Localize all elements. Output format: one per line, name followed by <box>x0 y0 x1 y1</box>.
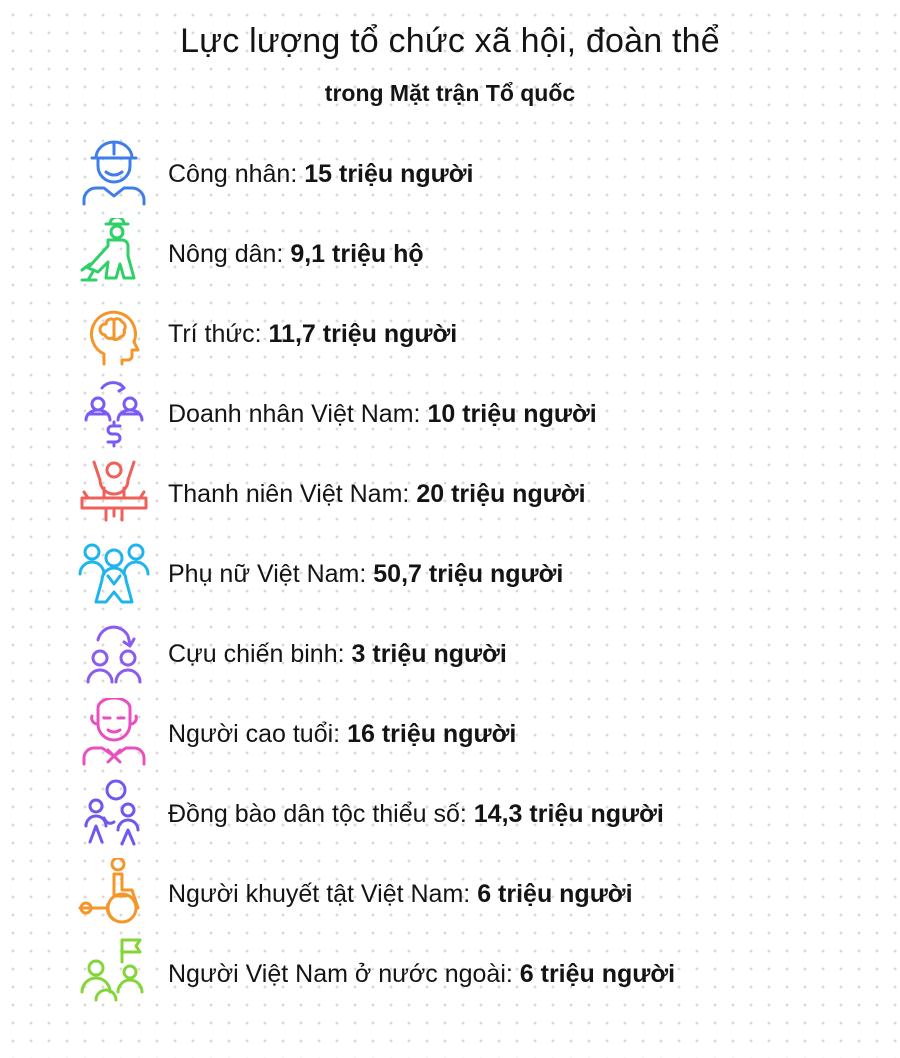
business-exchange-icon <box>78 378 150 450</box>
item-label: Công nhân: 15 triệu người <box>168 160 474 188</box>
ethnic-community-icon <box>78 778 150 850</box>
list-item-cong-nhan <box>78 138 878 210</box>
list-item-nguoi-viet-nuoc-ngoai <box>78 938 878 1010</box>
women-group-icon <box>78 538 150 610</box>
list-item-dong-bao-dan-toc <box>78 778 878 850</box>
list-item-doanh-nhan <box>78 378 878 450</box>
item-label: Người khuyết tật Việt Nam: 6 triệu người <box>168 880 633 908</box>
item-label: Cựu chiến binh: 3 triệu người <box>168 640 507 668</box>
brain-head-icon <box>78 298 150 370</box>
list-item-tri-thuc <box>78 298 878 370</box>
veterans-icon <box>78 618 150 690</box>
page-subtitle: trong Mặt trận Tổ quốc <box>324 80 576 106</box>
item-label: Người Việt Nam ở nước ngoài: 6 triệu người <box>168 960 676 988</box>
item-label: Thanh niên Việt Nam: 20 triệu người <box>168 480 586 508</box>
worker-icon <box>78 138 150 210</box>
farmer-icon <box>78 218 150 290</box>
item-label: Trí thức: 11,7 triệu người <box>168 320 458 348</box>
item-label: Doanh nhân Việt Nam: 10 triệu người <box>168 400 597 428</box>
item-label: Phụ nữ Việt Nam: 50,7 triệu người <box>168 560 564 588</box>
list-item-nong-dan <box>78 218 878 290</box>
page-title: Lực lượng tổ chức xã hội, đoàn thể <box>180 22 720 60</box>
item-label: Đồng bào dân tộc thiểu số: 14,3 triệu người <box>168 800 664 828</box>
youth-winner-icon <box>78 458 150 530</box>
overseas-people-flag-icon <box>78 938 150 1010</box>
wheelchair-icon <box>78 858 150 930</box>
list-item-nguoi-khuyet-tat <box>78 858 878 930</box>
list-item-thanh-nien <box>78 458 878 530</box>
list-item-nguoi-cao-tuoi <box>78 698 878 770</box>
item-label: Nông dân: 9,1 triệu hộ <box>168 240 424 268</box>
elderly-icon <box>78 698 150 770</box>
list-item-phu-nu <box>78 538 878 610</box>
list-item-cuu-chien-binh <box>78 618 878 690</box>
item-label: Người cao tuổi: 16 triệu người <box>168 720 517 748</box>
